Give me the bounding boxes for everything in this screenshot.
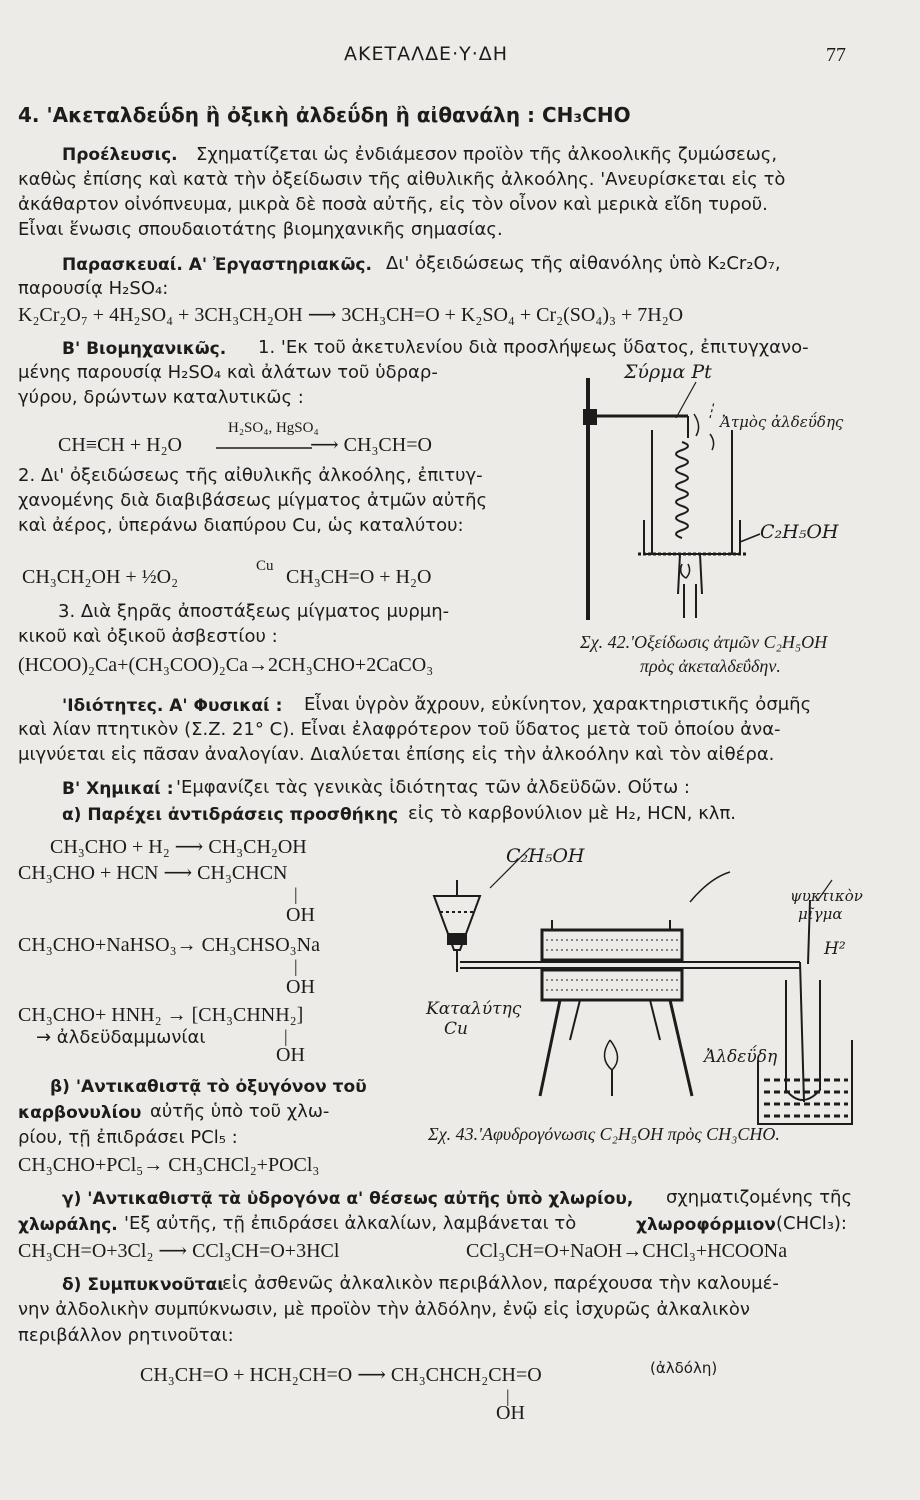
equation-cu-left: CH₃CH₂OH + ½O₂ <box>22 566 179 588</box>
delta-text: εἰς ἀσθενῶς ἀλκαλικὸν περιβάλλον, παρέχουσα τὴν καλουμέ- <box>222 1273 779 1294</box>
figure-42-label-alcohol: C₂H₅OH <box>760 521 839 543</box>
gamma-text: σχηματιζομένης τῆς <box>666 1187 853 1208</box>
proeleusis-line: ἀκάθαρτον οἰνόπνευμα, μικρὰ δὲ ποσὰ αὐτῆς, εἰς τὸν οἶνον καὶ μερικὰ εἴδη τυροῦ. <box>18 194 768 215</box>
figure-42-apparatus <box>560 358 850 628</box>
figure-43-apparatus <box>420 840 860 1130</box>
equation-formate: (HCOO)₂Ca+(CH₃COO)₂Ca→2CH₃CHO+2CaCO₃ <box>18 654 434 676</box>
equation-bisulfite-oh: OH <box>286 976 315 998</box>
equation-acetylene-left: CH≡CH + H₂O <box>58 434 182 456</box>
proeleusis-line: Εἶναι ἕνωσις σπουδαιοτάτης βιομηχανικῆς σημασίας. <box>18 219 503 240</box>
proeleusis-line: καθὼς ἐπίσης καὶ κατὰ τὴν ὀξείδωσιν τῆς αἰθυλικῆς ἀλκοόλης. 'Ανευρίσκεται εἰς τὸ <box>18 169 786 190</box>
beta-text: αὐτῆς ὑπὸ τοῦ χλω- <box>150 1101 330 1122</box>
figure-43-label-cooling: ψυκτικὸν <box>790 887 863 905</box>
figure-42-caption: πρὸς ἀκεταλδεΰδην. <box>640 656 781 676</box>
equation-hcn: CH₃CHO + HCN ⟶ CH₃CHCN <box>18 862 288 884</box>
equation-aldol: CH₃CH=O + HCH₂CH=O ⟶ CH₃CHCH₂CH=O <box>140 1364 542 1386</box>
idiotites-label: 'Ιδιότητες. Α' Φυσικαί : <box>62 696 283 716</box>
alpha-label: α) Παρέχει ἀντιδράσεις προσθήκης <box>62 805 399 825</box>
equation-hydrazine: CH₃CHO+ HNH₂ → [CH₃CHNH₂] <box>18 1004 304 1026</box>
equation-aldol-oh: OH <box>496 1402 525 1424</box>
section-title: 4. 'Ακεταλδεΰδη ἢ ὀξικὴ ἀλδεΰδη ἢ αἰθανάλη : CH₃CHO <box>18 103 631 127</box>
figure-43-label-hydrogen: H² <box>824 939 846 959</box>
beta-text: ρίου, τῇ ἐπιδράσει PCl₅ : <box>18 1127 238 1148</box>
method3-line: 3. Διὰ ξηρᾶς ἀποστάξεως μίγματος μυρμη- <box>58 601 450 622</box>
method2-line: καὶ ἀέρος, ὑπεράνω διαπύρου Cu, ὡς καταλύτου: <box>18 515 464 536</box>
figure-43-label-catalyst: Cu <box>444 1019 468 1039</box>
gamma-label: γ) 'Αντικαθιστᾷ τὰ ὑδρογόνα α' θέσεως αὐτῆς ὑπὸ χλωρίου, <box>62 1189 634 1209</box>
gamma-tail: (CHCl₃): <box>776 1213 847 1234</box>
proeleusis-line: Σχηματίζεται ὡς ἐνδιάμεσον προϊὸν τῆς ἀλκοολικῆς ζυμώσεως, <box>196 144 778 165</box>
equation-hcn-oh: OH <box>286 904 315 926</box>
method2-line: χανομένης διὰ διαβιβάσεως μίγματος ἀτμῶν αὐτῆς <box>18 490 488 511</box>
method3-line: κικοῦ καὶ ὀξικοῦ ἀσβεστίου : <box>18 626 278 647</box>
delta-line: περιβάλλον ρητινοῦται: <box>18 1325 234 1346</box>
gamma-label: χλωράλης. <box>18 1215 118 1235</box>
delta-label: δ) Συμπυκνοῦται <box>62 1275 224 1295</box>
equation-hydrazine-oh: OH <box>276 1044 305 1066</box>
chemikai-text: 'Εμφανίζει τὰς γενικὰς ἰδιότητας τῶν ἀλδεϋδῶν. Οὕτω : <box>176 777 690 798</box>
viomix-label: Β' Βιομηχανικῶς. <box>62 339 227 359</box>
page-number: 77 <box>826 44 846 66</box>
figure-43-label-catalyst: Καταλύτης <box>426 999 522 1019</box>
proeleusis-label: Προέλευσις. <box>62 145 178 165</box>
paraskeui-label: Παρασκευαί. Α' Ἐργαστηριακῶς. <box>62 255 372 275</box>
figure-42-caption: Σχ. 42.'Οξείδωσις ἀτμῶν C₂H₅OH <box>580 632 828 652</box>
figure-43-label-aldehyde: Ἀλδεΰδη <box>704 1047 778 1067</box>
figure-43-label-alcohol: C₂H₅OH <box>506 845 585 867</box>
equation-hcn-bond: | <box>294 884 298 904</box>
idiotites-text: Εἶναι ὑγρὸν ἄχρουν, εὐκίνητον, χαρακτηριστικῆς ὀσμῆς <box>304 694 812 715</box>
delta-line: νην ἀλδολικὴν συμπύκνωσιν, μὲ προϊὸν τὴν ἀλδόλην, ἐνῷ εἰς ἰσχυρῶς ἀλκαλικὸν <box>18 1299 750 1320</box>
figure-42-label-spiral: Σύρμα Pt <box>624 361 712 383</box>
paraskeui-text: Δι' ὀξειδώσεως τῆς αἰθανόλης ὑπὸ K₂Cr₂O₇, <box>386 253 781 274</box>
figure-43-caption: Σχ. 43.'Αφυδρογόνωσις C₂H₅OH πρὸς CH₃CHO. <box>428 1124 780 1144</box>
idiotites-line: καὶ λίαν πτητικὸν (Σ.Ζ. 21° C). Εἶναι ἐλαφρότερον τοῦ ὕδατος μετὰ τοῦ ὁποίου ἀνα- <box>18 719 781 740</box>
equation-pcl5: CH₃CHO+PCl₅→ CH₃CHCl₂+POCl₃ <box>18 1154 320 1176</box>
paraskeui-text: παρουσίᾳ H₂SO₄: <box>18 278 169 299</box>
beta-label: καρβονυλίου <box>18 1103 142 1123</box>
equation-aldol-bond: | <box>506 1386 510 1406</box>
equation-hydrazine-2: → ἀλδεϋδαμμωνίαι <box>36 1027 206 1048</box>
gamma-text: 'Εξ αὐτῆς, τῇ ἐπιδράσει ἀλκαλίων, λαμβάνεται τὸ <box>124 1213 577 1234</box>
chemikai-label: Β' Χημικαί : <box>62 779 174 799</box>
equation-cu-catalyst: Cu <box>256 558 274 574</box>
viomix-line: γύρου, δρώντων καταλυτικῶς : <box>18 387 304 408</box>
equation-acetylene-right: ⟶ CH₃CH=O <box>310 434 432 456</box>
gamma-bold: χλωροφόρμιον <box>636 1215 776 1235</box>
alpha-text: εἰς τὸ καρβονύλιον μὲ H₂, HCN, κλπ. <box>408 803 737 824</box>
equation-acetylene-catalyst: H₂SO₄, HgSO₄ <box>228 420 319 436</box>
equation-chloral: CH₃CH=O+3Cl₂ ⟶ CCl₃CH=O+3HCl <box>18 1240 340 1262</box>
viomix-text: 1. 'Εκ τοῦ ἀκετυλενίου διὰ προσλήψεως ὕδατος, ἐπιτυγχανο- <box>258 337 809 358</box>
running-title: ΑΚΕΤΑΛΔΕ·Υ·ΔΗ <box>344 43 509 65</box>
viomix-line: μένης παρουσίᾳ H₂SO₄ καὶ ἀλάτων τοῦ ὑδραρ- <box>18 362 438 383</box>
equation-aldol-note: (ἀλδόλη) <box>650 1359 718 1377</box>
equation-h2: CH₃CHO + H₂ ⟶ CH₃CH₂OH <box>50 836 307 858</box>
equation-chloroform: CCl₃CH=O+NaOH→CHCl₃+HCOONa <box>466 1240 788 1262</box>
equation-hydrazine-bond: | <box>284 1026 288 1046</box>
figure-43-label-cooling: μῖγμα <box>798 905 843 923</box>
equation-bisulfite-bond: | <box>294 956 298 976</box>
equation-cu-right: CH₃CH=O + H₂O <box>286 566 432 588</box>
equation-bisulfite: CH₃CHO+NaHSO₃→ CH₃CHSO₃Na <box>18 934 320 956</box>
method2-line: 2. Δι' ὀξειδώσεως τῆς αἰθυλικῆς ἀλκοόλης, ἐπιτυγ- <box>18 465 483 486</box>
beta-label: β) 'Αντικαθιστᾷ τὸ ὀξυγόνον τοῦ <box>50 1077 367 1097</box>
equation-acetylene-arrow <box>216 442 316 454</box>
equation-dichromate: K₂Cr₂O₇ + 4H₂SO₄ + 3CH₃CH₂OH ⟶ 3CH₃CH=O + K₂SO₄ + Cr₂(SO₄)₃ + 7H₂O <box>18 304 684 326</box>
figure-42-label-vapour: Ἀτμὸς ἀλδεΰδης <box>720 413 844 431</box>
idiotites-line: μιγνύεται εἰς πᾶσαν ἀναλογίαν. Διαλύεται ἐπίσης εἰς τὴν ἀλκοόλην καὶ τὸν αἰθέρα. <box>18 744 775 765</box>
